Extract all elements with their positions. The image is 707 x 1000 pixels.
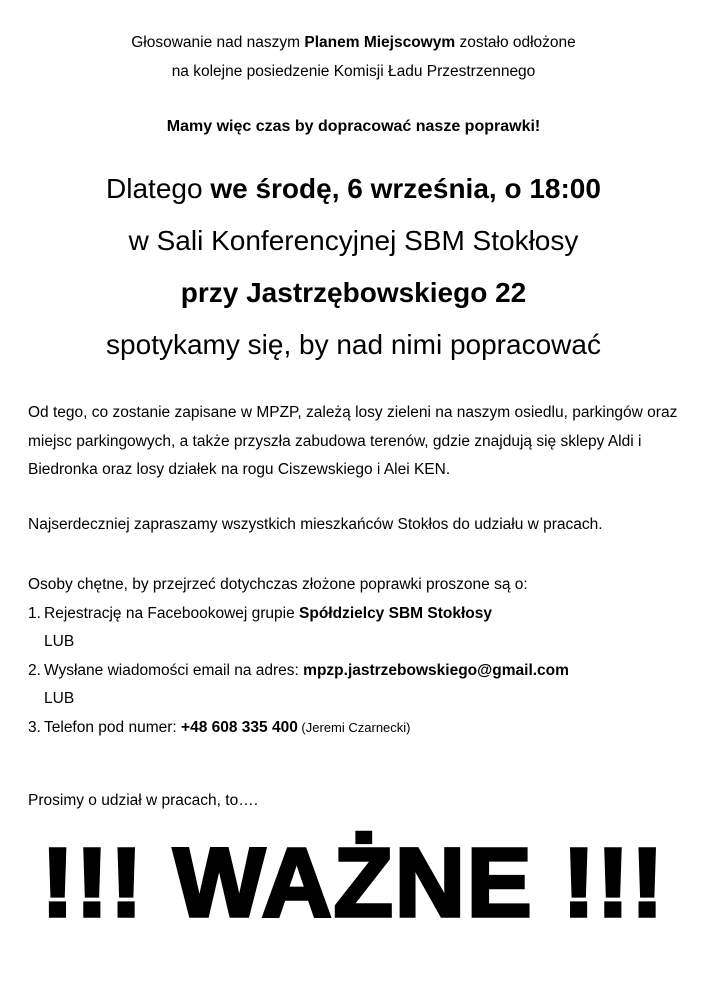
headline-line-1-pre: Dlatego <box>106 173 211 204</box>
notice-line-1-bold: Planem Miejscowym <box>304 34 456 51</box>
headline-line-3: przy Jastrzębowskiego 22 <box>180 277 527 308</box>
list-item-1-text <box>44 600 492 629</box>
closing-line: Prosimy o udział w pracach, to…. <box>28 792 259 809</box>
list-item-1-number: 1. <box>28 604 41 622</box>
notice-line-1 <box>28 28 679 57</box>
contact-list-intro: Osoby chętne, by przejrzeć dotychczas złożone poprawki proszone są o: <box>28 576 528 593</box>
list-item-3-phone: +48 608 335 400 <box>181 718 298 736</box>
call-to-action: Mamy więc czas by dopracować nasze poprawki! <box>166 118 541 135</box>
list-item-1 <box>28 600 679 629</box>
list-item-2 <box>28 657 679 686</box>
important-banner: !!! WAŻNE !!! <box>41 827 666 937</box>
list-item-2-pre: Wysłane wiadomości email na adres: <box>44 661 304 679</box>
notice-line-1-pre: Głosowanie nad naszym <box>131 34 305 51</box>
list-item-3-text <box>44 714 411 743</box>
headline-line-1-bold: we środę, 6 września, o 18:00 <box>210 173 601 204</box>
list-item-3-number: 3. <box>28 718 41 736</box>
list-separator-2 <box>28 685 679 714</box>
list-item-2-email: mpzp.jastrzebowskiego@gmail.com <box>303 661 569 679</box>
list-separator-1 <box>28 628 679 657</box>
notice-line-1-post: zostało odłożone <box>455 34 576 51</box>
list-item-3-contact-name: (Jeremi Czarnecki) <box>297 719 411 735</box>
body-paragraph-2: Najserdeczniej zapraszamy wszystkich mieszkańców Stokłos do udziału w pracach. <box>28 515 603 533</box>
list-separator-1-label: LUB <box>44 633 75 650</box>
notice-line-2: na kolejne posiedzenie Komisji Ładu Przestrzennego <box>171 63 536 80</box>
headline <box>28 163 679 371</box>
list-item-1-bold: Spółdzielcy SBM Stokłosy <box>299 604 492 622</box>
list-item-3 <box>28 714 679 743</box>
headline-line-2: w Sali Konferencyjnej SBM Stokłosy <box>128 225 579 256</box>
list-separator-1-spacer <box>28 628 44 657</box>
list-item-2-text <box>44 657 569 686</box>
list-separator-2-label: LUB <box>44 690 75 707</box>
body-paragraph-1: Od tego, co zostanie zapisane w MPZP, zależą losy zieleni na naszym osiedlu, parkingów oraz miejsc parkingowych, a także przyszła zabudowa terenów, gdzie znajdują się sklepy Aldi i Biedronka oraz losy działek na rogu Ciszewskiego i Alei KEN. <box>28 404 678 478</box>
list-separator-2-spacer <box>28 685 44 714</box>
contact-list <box>28 571 679 742</box>
headline-line-1 <box>28 163 679 215</box>
list-item-2-number: 2. <box>28 661 41 679</box>
list-item-3-pre: Telefon pod numer: <box>44 718 182 736</box>
list-item-1-pre: Rejestrację na Facebookowej grupie <box>44 604 300 622</box>
headline-line-4: spotykamy się, by nad nimi popracować <box>106 329 601 360</box>
